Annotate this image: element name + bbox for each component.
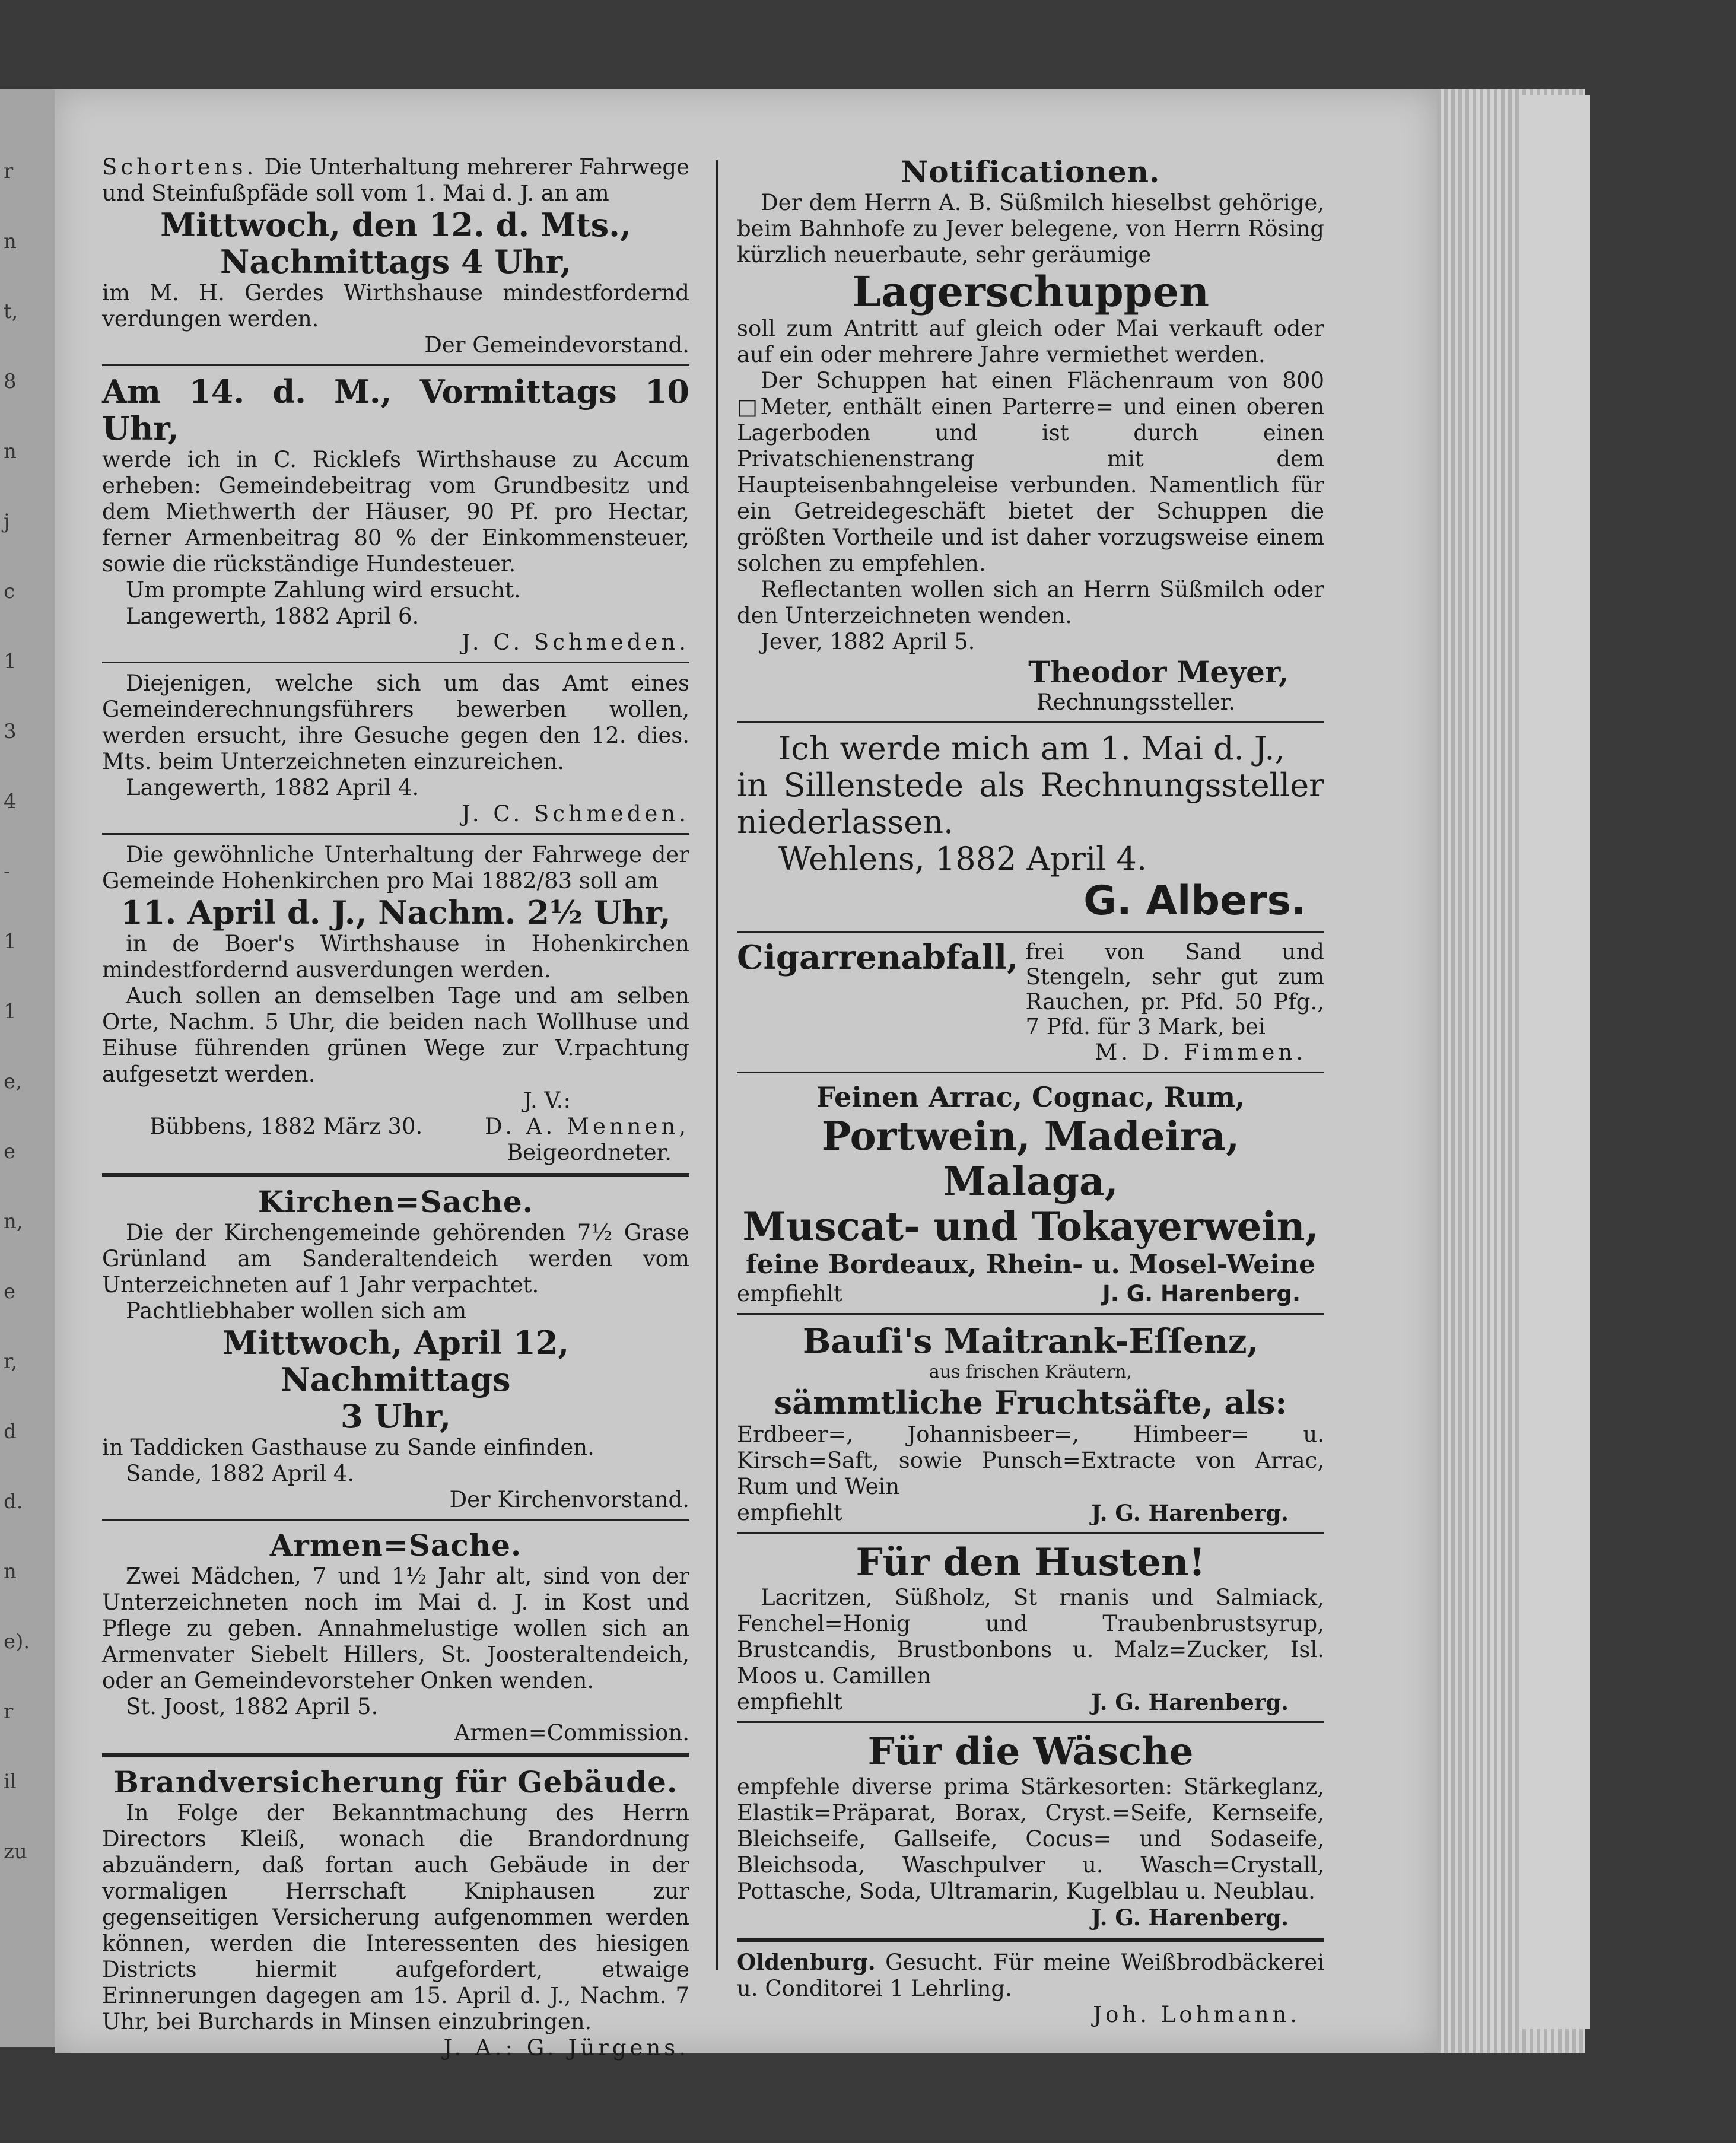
prev-page-fragment: e). bbox=[4, 1630, 30, 1654]
ad-text: Um prompte Zahlung wird ersucht. bbox=[126, 577, 521, 603]
previous-page-edge bbox=[0, 89, 55, 2047]
prev-page-fragment: e, bbox=[4, 1070, 22, 1093]
prev-page-fragment: 3 bbox=[4, 720, 17, 743]
newspaper-page bbox=[55, 89, 1437, 2061]
ad-signature: Der Gemeindevorstand. bbox=[424, 332, 689, 358]
ad-text: frei von Sand und Stengeln, sehr gut zum Rauchen, pr. Pfd. 50 Pfg., 7 Pfd. für 3 Mark, bei bbox=[1025, 939, 1324, 1039]
ad-signature: J. G. Harenberg. bbox=[1091, 1500, 1289, 1526]
ad-oldenburg bbox=[737, 1949, 1324, 2028]
prev-page-fragment: n, bbox=[4, 1210, 23, 1233]
book-block-edge bbox=[1519, 95, 1590, 2029]
ad-rechnungsfuehrer bbox=[102, 670, 689, 827]
right-column bbox=[737, 154, 1324, 2028]
prev-page-fragment: il bbox=[4, 1770, 17, 1794]
ad-text: werde ich in C. Ricklefs Wirthshause zu Accum erheben: Gemeindebeitrag vom Grundbesitz und dem Miethwerth der Häuser, 90 Pf. pro Hectar, ferner Armenbeitrag 80 % der Einkommensteuer, sowie die rückständige Hundesteuer. bbox=[102, 447, 689, 577]
ad-schortens bbox=[102, 154, 689, 358]
ad-signature: J. C. Schmeden. bbox=[461, 629, 689, 655]
separator bbox=[737, 1721, 1324, 1723]
prev-page-fragment: 8 bbox=[4, 370, 17, 393]
ad-text: Der dem Herrn A. B. Süßmilch hieselbst gehörige, beim Bahnhofe zu Jever belegene, von Herrn Rösing kürzlich neuerbaute, sehr geräumige bbox=[737, 190, 1324, 268]
ad-place-date: Bübbens, 1882 März 30. bbox=[150, 1114, 423, 1139]
ad-lead: empfiehlt bbox=[737, 1281, 842, 1306]
prev-page-fragment: d bbox=[4, 1420, 17, 1443]
prev-page-fragment: 1 bbox=[4, 1000, 17, 1023]
ad-line: feine Bordeaux, Rhein- u. Mosel-Weine bbox=[745, 1249, 1316, 1280]
ad-signature: Armen=Commission. bbox=[454, 1720, 689, 1745]
ad-text: soll zum Antritt auf gleich oder Mai verkauft oder auf ein oder mehrere Jahre vermiethet werden. bbox=[737, 316, 1324, 367]
prev-page-fragment: n bbox=[4, 1560, 17, 1584]
prev-page-fragment: 1 bbox=[4, 650, 17, 673]
ad-signature-row bbox=[102, 1114, 689, 1140]
ad-signature-row bbox=[737, 1500, 1324, 1526]
separator bbox=[737, 1313, 1324, 1315]
prev-page-fragment: t, bbox=[4, 300, 18, 323]
left-column bbox=[102, 154, 689, 2061]
ad-text: Die Unterhaltung mehrerer Fahrwege und Steinfußpfäde soll vom 1. Mai d. J. an am bbox=[102, 154, 689, 206]
separator bbox=[737, 721, 1324, 723]
ad-heading: Kirchen=Sache. bbox=[257, 1184, 534, 1219]
ad-signature: G. Albers. bbox=[1083, 877, 1306, 924]
separator bbox=[737, 1072, 1324, 1073]
ad-line: aus frischen Kräutern, bbox=[929, 1362, 1133, 1382]
ad-heading: Für den Husten! bbox=[856, 1540, 1206, 1585]
ad-heading: Armen=Sache. bbox=[269, 1528, 522, 1563]
ad-time: Nachmittags 4 Uhr, bbox=[220, 243, 572, 281]
ad-armen-sache bbox=[102, 1528, 689, 1746]
prev-page-fragment: j bbox=[4, 510, 10, 533]
ad-kirchen-sache bbox=[102, 1184, 689, 1513]
ad-lead: Schortens. bbox=[102, 154, 257, 180]
prev-page-fragment: e bbox=[4, 1140, 16, 1163]
ad-body bbox=[737, 940, 1324, 1039]
ad-place-date: Langewerth, 1882 April 6. bbox=[126, 603, 419, 629]
ad-place-date: Langewerth, 1882 April 4. bbox=[126, 775, 419, 800]
ad-text: empfehle diverse prima Stärkesorten: Stärkeglanz, Elastik=Präparat, Borax, Cryst.=Seife, Kernseife, Bleichseife, Gallseife, Cocus= und Sodaseife, Bleichsoda, Waschpulver u. Wasch=Crystall, Pottasche, Soda, Ultramarin, Kugelblau u. Neublau. bbox=[737, 1774, 1324, 1904]
ad-heading: Brandversicherung für Gebäude. bbox=[113, 1764, 678, 1799]
separator bbox=[102, 1753, 689, 1757]
ad-date: Mittwoch, April 12, Nachmittags bbox=[222, 1324, 570, 1398]
ad-signature: J. C. Schmeden. bbox=[461, 801, 689, 826]
prev-page-fragment: d. bbox=[4, 1490, 23, 1514]
ad-signature-row bbox=[737, 1281, 1324, 1307]
ad-text: in de Boer's Wirthshause in Hohenkirchen mindestfordernd ausverdungen werden. bbox=[102, 931, 689, 983]
prev-page-fragment: e bbox=[4, 1280, 16, 1303]
ad-text: Auch sollen an demselben Tage und am selben Orte, Nachm. 5 Uhr, die beiden nach Wollhuse und Eihuse führenden grünen Wege zur V.rpachtung aufgesetzt werden. bbox=[102, 983, 689, 1087]
separator bbox=[737, 931, 1324, 933]
ad-lead: empfiehlt bbox=[737, 1689, 842, 1715]
ad-heading: Notificationen. bbox=[901, 154, 1160, 189]
prev-page-fragment: 4 bbox=[4, 790, 17, 813]
ad-text: Lacritzen, Süßholz, St rnanis und Salmiack, Fenchel=Honig und Traubenbrustsyrup, Brustcandis, Brustbonbons u. Malz=Zucker, Isl. Moos u. Camillen bbox=[737, 1585, 1324, 1689]
ad-hohenkirchen bbox=[102, 842, 689, 1166]
ad-signature-title: Beigeordneter. bbox=[506, 1140, 672, 1165]
ad-text: Gesucht. Für meine Weißbrodbäckerei u. Conditorei 1 Lehrling. bbox=[737, 1950, 1324, 2001]
ad-signature: J. G. Harenberg. bbox=[1091, 1689, 1289, 1715]
prev-page-fragment: zu bbox=[4, 1840, 27, 1864]
ad-signature: Der Kirchenvorstand. bbox=[449, 1487, 689, 1512]
ad-signature-row bbox=[737, 1689, 1324, 1715]
ad-lead: empfiehlt bbox=[737, 1500, 842, 1525]
ad-line: Portwein, Madeira, Malaga, bbox=[821, 1113, 1240, 1204]
ad-brandversicherung bbox=[102, 1764, 689, 2061]
ad-line: Muscat- und Tokayerwein, bbox=[742, 1203, 1319, 1249]
ad-text: im M. H. Gerdes Wirthshause mindestfordernd verdungen werden. bbox=[102, 280, 689, 332]
separator bbox=[102, 364, 689, 366]
ad-place-date: St. Joost, 1882 April 5. bbox=[126, 1694, 379, 1719]
separator bbox=[102, 1173, 689, 1177]
ad-text: in Taddicken Gasthause zu Sande einfinden. bbox=[102, 1435, 594, 1460]
ad-text: Pachtliebhaber wollen sich am bbox=[126, 1298, 467, 1324]
ad-husten bbox=[737, 1541, 1324, 1715]
ad-heading: Cigarrenabfall, bbox=[737, 938, 1019, 977]
ad-albers bbox=[737, 730, 1324, 925]
prev-page-fragment: 1 bbox=[4, 930, 17, 953]
ad-text: in Sillenstede als Rechnungssteller niederlassen. bbox=[737, 767, 1324, 841]
separator bbox=[102, 1519, 689, 1521]
ad-text: Ich werde mich am 1. Mai d. J., bbox=[778, 730, 1285, 767]
separator bbox=[737, 1532, 1324, 1534]
ad-text: Diejenigen, welche sich um das Amt eines Gemeinderechnungsführers bewerben wollen, werden ersucht, ihre Gesuche gegen den 12. dies. Mts. beim Unterzeichneten einzureichen. bbox=[102, 670, 689, 774]
ad-text: Zwei Mädchen, 7 und 1½ Jahr alt, sind von der Unterzeichneten noch im Mai d. J. in Kost und Pflege zu geben. Annahmelustige wollen sich an Armenvater Siebelt Hillers, St. Joosteraltendeich, oder an Gemeindevorsteher Onken wenden. bbox=[102, 1563, 689, 1693]
ad-line: Bauſi's Maitrank-Eſſenz, bbox=[802, 1322, 1259, 1361]
prev-page-fragment: - bbox=[4, 860, 11, 883]
ad-heading: Für die Wäsche bbox=[867, 1729, 1194, 1774]
separator bbox=[102, 662, 689, 663]
ad-signature: Theodor Meyer, bbox=[1028, 654, 1289, 689]
separator bbox=[737, 1938, 1324, 1942]
prev-page-fragment: n bbox=[4, 440, 17, 463]
ad-jv: J. V.: bbox=[523, 1088, 571, 1113]
ad-signature: D. A. Mennen, bbox=[484, 1114, 689, 1139]
ad-accum bbox=[102, 373, 689, 656]
ad-signature: Joh. Lohmann. bbox=[1093, 2002, 1301, 2027]
ad-notificationen bbox=[737, 154, 1324, 716]
ad-highlight: Lagerschuppen bbox=[851, 267, 1210, 316]
ad-text: Die gewöhnliche Unterhaltung der Fahrwege der Gemeinde Hohenkirchen pro Mai 1882/83 soll am bbox=[102, 842, 689, 894]
prev-page-fragment: c bbox=[4, 580, 15, 603]
ad-date: Mittwoch, den 12. d. Mts., bbox=[160, 206, 631, 244]
ad-signature: M. D. Fimmen. bbox=[1095, 1039, 1306, 1065]
ad-text: Der Schuppen hat einen Flächenraum von 800 □Meter, enthält einen Parterre= und einen oberen Lagerboden und ist durch einen Privatschienenstrang mit dem Haupteisenbahngeleise verbunden. Namentlich für ein Getreidegeschäft bietet der Schuppen die größten Vortheile und ist daher vorzugsweise einem solchen zu empfehlen. bbox=[737, 368, 1324, 576]
prev-page-fragment: n bbox=[4, 230, 17, 253]
ad-line: sämmtliche Fruchtsäfte, als: bbox=[774, 1384, 1287, 1422]
ad-waesche bbox=[737, 1730, 1324, 1931]
ad-time: 3 Uhr, bbox=[340, 1397, 452, 1435]
ad-signature: J. G. Harenberg. bbox=[1102, 1281, 1301, 1306]
ad-weine bbox=[737, 1080, 1324, 1307]
ad-place-date: Wehlens, 1882 April 4. bbox=[778, 840, 1147, 877]
ad-text: In Folge der Bekanntmachung des Herrn Directors Kleiß, wonach die Brandordnung abzuändern, daß fortan auch Gebäude in der vormaligen Herrschaft Kniphausen zur gegenseitigen Versicherung aufgenommen werden können, werden die Interessenten des hiesigen Districts hiermit aufgefordert, etwaige Erinnerungen dagegen am 15. April d. J., Nachm. 7 Uhr, bei Burchards in Minsen einzubringen. bbox=[102, 1800, 689, 2034]
ad-text: Die der Kirchengemeinde gehörenden 7½ Grase Grünland am Sanderaltendeich werden vom Unterzeichneten auf 1 Jahr verpachtet. bbox=[102, 1220, 689, 1298]
ad-place-date: Jever, 1882 April 5. bbox=[761, 629, 975, 654]
column-divider bbox=[716, 160, 718, 1970]
prev-page-fragment: r bbox=[4, 1700, 14, 1724]
ad-place-date: Sande, 1882 April 4. bbox=[126, 1461, 355, 1486]
ad-cigarrenabfall bbox=[737, 940, 1324, 1066]
ad-signature-title: Rechnungssteller. bbox=[1036, 689, 1235, 715]
prev-page-fragment: r bbox=[4, 160, 14, 183]
ad-maitrank bbox=[737, 1322, 1324, 1526]
separator bbox=[102, 833, 689, 835]
ad-date: 11. April d. J., Nachm. 2½ Uhr, bbox=[120, 894, 671, 931]
ad-line: Feinen Arrac, Cognac, Rum, bbox=[816, 1081, 1245, 1113]
prev-page-fragment: r, bbox=[4, 1350, 18, 1373]
ad-text: Erdbeer=, Johannisbeer=, Himbeer= u. Kirsch=Saft, sowie Punsch=Extracte von Arrac, Rum und Wein bbox=[737, 1422, 1324, 1499]
ad-heading: Am 14. d. M., Vormittags 10 Uhr, bbox=[102, 373, 689, 447]
ad-lead: Oldenburg. bbox=[737, 1949, 876, 1975]
ad-signature: J. A.: G. Jürgens. bbox=[443, 2035, 689, 2061]
ad-text: Reflectanten wollen sich an Herrn Süßmilch oder den Unterzeichneten wenden. bbox=[737, 577, 1324, 628]
ad-signature: J. G. Harenberg. bbox=[1091, 1904, 1289, 1931]
